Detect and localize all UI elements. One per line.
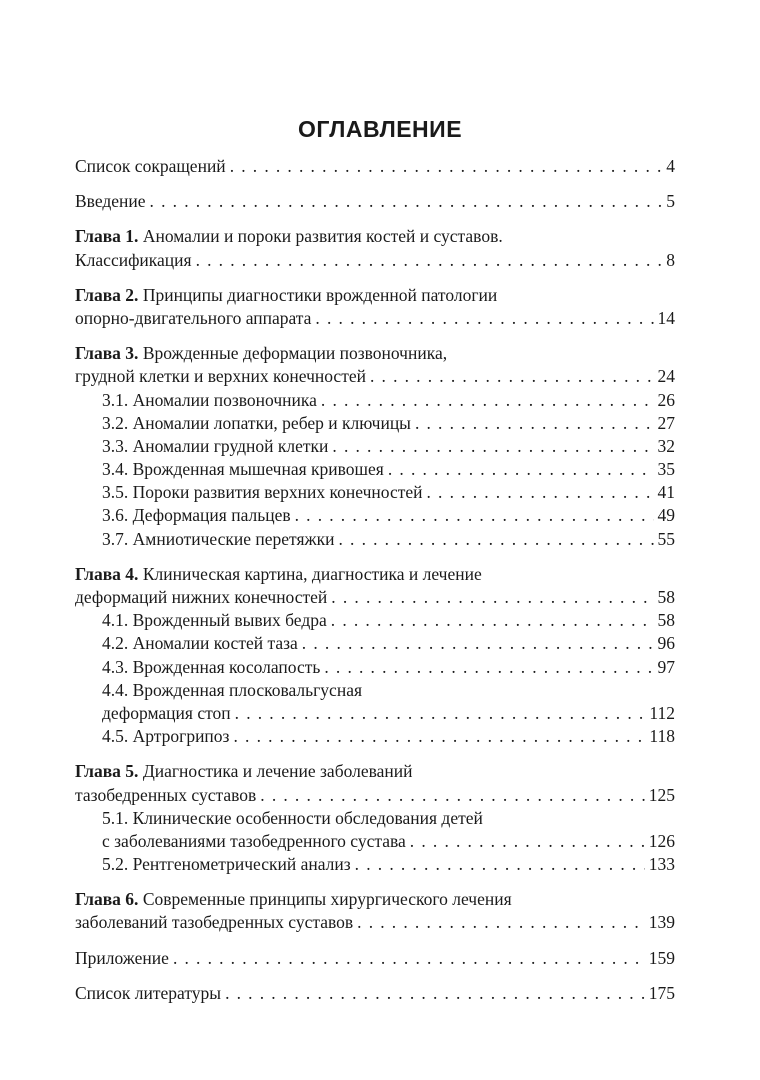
toc-section-3-7: [75, 528, 675, 551]
toc-section-3-5: [75, 481, 675, 504]
toc-section-text: 3.5. Пороки развития верхних конечностей: [102, 482, 423, 503]
toc-page-number: 4: [666, 156, 675, 176]
dot-leader: [427, 481, 654, 504]
toc-section-4-2: [75, 632, 675, 655]
toc-chapter-text: [75, 760, 413, 783]
toc-section-5-2: [75, 853, 675, 876]
chapter-title-line: тазобедренных суставов: [75, 784, 257, 805]
toc-section-3-6: [75, 504, 675, 527]
toc-section-3-3: [75, 435, 675, 458]
dot-leader: [321, 389, 654, 412]
toc-page-number: 41: [657, 482, 675, 503]
toc-page-number: 139: [648, 912, 675, 933]
toc-entry-abbreviations: [75, 155, 675, 178]
toc-chapter-5-tail: [75, 784, 675, 807]
dot-leader: [230, 155, 661, 178]
toc-entry-text: Введение: [75, 191, 146, 212]
toc-section-4-3: [75, 656, 675, 679]
toc-section-text: 4.4. Врожденная плосковальгусная: [102, 679, 363, 700]
chapter-label: Глава 6.: [75, 889, 139, 910]
dot-leader: [225, 982, 645, 1005]
toc-page-number: 175: [648, 982, 675, 1003]
toc-page-number: 133: [648, 854, 675, 875]
toc-page-number: 97: [657, 656, 675, 677]
toc-section-3-2: [75, 412, 675, 435]
toc-chapter-text: [75, 225, 503, 248]
chapter-label: Глава 2.: [75, 284, 139, 305]
toc-chapter-6-heading: [75, 888, 675, 911]
toc-chapter-2-tail: [75, 307, 675, 330]
dot-leader: [324, 656, 653, 679]
dot-leader: [338, 528, 653, 551]
dot-leader: [260, 784, 644, 807]
toc-page-number: 5: [666, 191, 675, 212]
table-of-contents: [75, 155, 675, 1005]
dot-leader: [331, 609, 654, 632]
chapter-label: Глава 3.: [75, 343, 139, 364]
toc-page-number: 96: [657, 633, 675, 654]
toc-section-text: 4.3. Врожденная косолапость: [102, 656, 321, 677]
toc-section-5-1-tail: [75, 830, 675, 853]
toc-page-number: 49: [657, 505, 675, 526]
toc-page-number: 55: [657, 528, 675, 549]
toc-section-text: 4.1. Врожденный вывих бедра: [102, 610, 327, 631]
dot-leader: [295, 504, 654, 527]
dot-leader: [233, 725, 645, 748]
chapter-label: Глава 5.: [75, 761, 139, 782]
toc-entry-references: [75, 982, 675, 1005]
dot-leader: [357, 911, 645, 934]
toc-page-number: 112: [649, 702, 675, 723]
toc-section-3-1: [75, 389, 675, 412]
toc-section-text: деформация стоп: [102, 702, 231, 723]
toc-section-text: 3.4. Врожденная мышечная кривошея: [102, 459, 384, 480]
dot-leader: [302, 632, 654, 655]
chapter-label: Глава 4.: [75, 563, 139, 584]
dot-leader: [332, 435, 653, 458]
toc-section-4-4-heading: [75, 679, 675, 702]
toc-chapter-text: [75, 888, 512, 911]
toc-page-number: 8: [666, 249, 675, 270]
chapter-title-line: деформаций нижних конечностей: [75, 587, 328, 607]
dot-leader: [235, 702, 646, 725]
toc-section-text: 3.3. Аномалии грудной клетки: [102, 435, 329, 456]
chapter-title-line: Современные принципы хирургического лечения: [142, 889, 512, 910]
toc-entry-text: Приложение: [75, 947, 169, 968]
toc-page-number: 118: [649, 726, 675, 747]
toc-section-text: 4.2. Аномалии костей таза: [102, 633, 298, 654]
toc-page-number: 58: [657, 587, 675, 607]
chapter-title-line: Клиническая картина, диагностика и лечение: [142, 563, 482, 584]
toc-section-text: 3.2. Аномалии лопатки, ребер и ключицы: [102, 412, 411, 433]
toc-chapter-text: [75, 342, 447, 365]
chapter-title-line: Врожденные деформации позвоночника,: [142, 343, 448, 364]
toc-chapter-3-heading: [75, 342, 675, 365]
toc-chapter-1-tail: [75, 249, 675, 272]
chapter-label: Глава 1.: [75, 226, 139, 247]
toc-section-text: 4.5. Артрогрипоз: [102, 726, 230, 747]
toc-page-number: 27: [657, 412, 675, 433]
toc-entry-introduction: [75, 190, 675, 213]
page-title: ОГЛАВЛЕНИЕ: [297, 116, 463, 142]
toc-section-4-1: [75, 609, 675, 632]
toc-entry-text: Список сокращений: [75, 156, 226, 176]
dot-leader: [173, 947, 645, 970]
dot-leader: [388, 458, 654, 481]
dot-leader: [331, 586, 653, 609]
toc-section-text: 5.2. Рентгенометрический анализ: [102, 854, 351, 875]
toc-section-4-5: [75, 725, 675, 748]
chapter-title-line: Аномалии и пороки развития костей и суставов.: [142, 226, 503, 247]
chapter-title-line: заболеваний тазобедренных суставов: [75, 912, 354, 933]
toc-chapter-6-tail: [75, 911, 675, 934]
toc-page-number: 35: [657, 459, 675, 480]
toc-chapter-2-heading: [75, 284, 675, 307]
chapter-title-line: Классификация: [75, 249, 192, 270]
dot-leader: [415, 412, 654, 435]
toc-entry-appendix: [75, 947, 675, 970]
toc-chapter-4-tail: [75, 586, 675, 609]
toc-chapter-1-heading: [75, 225, 675, 248]
chapter-title-line: Принципы диагностики врожденной патологии: [142, 284, 498, 305]
toc-page-number: 14: [657, 307, 675, 328]
chapter-title-line: грудной клетки и верхних конечностей: [75, 366, 366, 387]
toc-section-text: 3.6. Деформация пальцев: [102, 505, 291, 526]
toc-entry-text: Список литературы: [75, 982, 222, 1003]
toc-page-number: 58: [657, 610, 675, 631]
toc-section-text: 5.1. Клинические особенности обследования детей: [102, 807, 483, 828]
toc-section-text: с заболеваниями тазобедренного сустава: [102, 830, 406, 851]
toc-page-number: 32: [657, 435, 675, 456]
toc-section-3-4: [75, 458, 675, 481]
toc-chapter-text: [75, 284, 497, 307]
dot-leader: [196, 249, 661, 272]
chapter-title-line: Диагностика и лечение заболеваний: [142, 761, 413, 782]
toc-chapter-text: [75, 563, 482, 586]
toc-chapter-3-tail: [75, 365, 675, 388]
dot-leader: [370, 365, 654, 388]
toc-section-text: 3.7. Амниотические перетяжки: [102, 528, 335, 549]
toc-page-number: 26: [657, 389, 675, 410]
chapter-title-line: опорно-двигательного аппарата: [75, 307, 312, 328]
dot-leader: [410, 830, 645, 853]
dot-leader: [150, 190, 661, 213]
dot-leader: [355, 853, 645, 876]
toc-section-5-1-heading: [75, 807, 675, 830]
toc-page-number: 159: [648, 947, 675, 968]
toc-chapter-5-heading: [75, 760, 675, 783]
toc-page-number: 24: [657, 366, 675, 387]
toc-page-number: 125: [648, 784, 675, 805]
toc-section-4-4-tail: [75, 702, 675, 725]
dot-leader: [315, 307, 653, 330]
toc-page-number: 126: [648, 830, 675, 851]
toc-section-text: 3.1. Аномалии позвоночника: [102, 389, 317, 410]
toc-chapter-4-heading: [75, 563, 675, 586]
